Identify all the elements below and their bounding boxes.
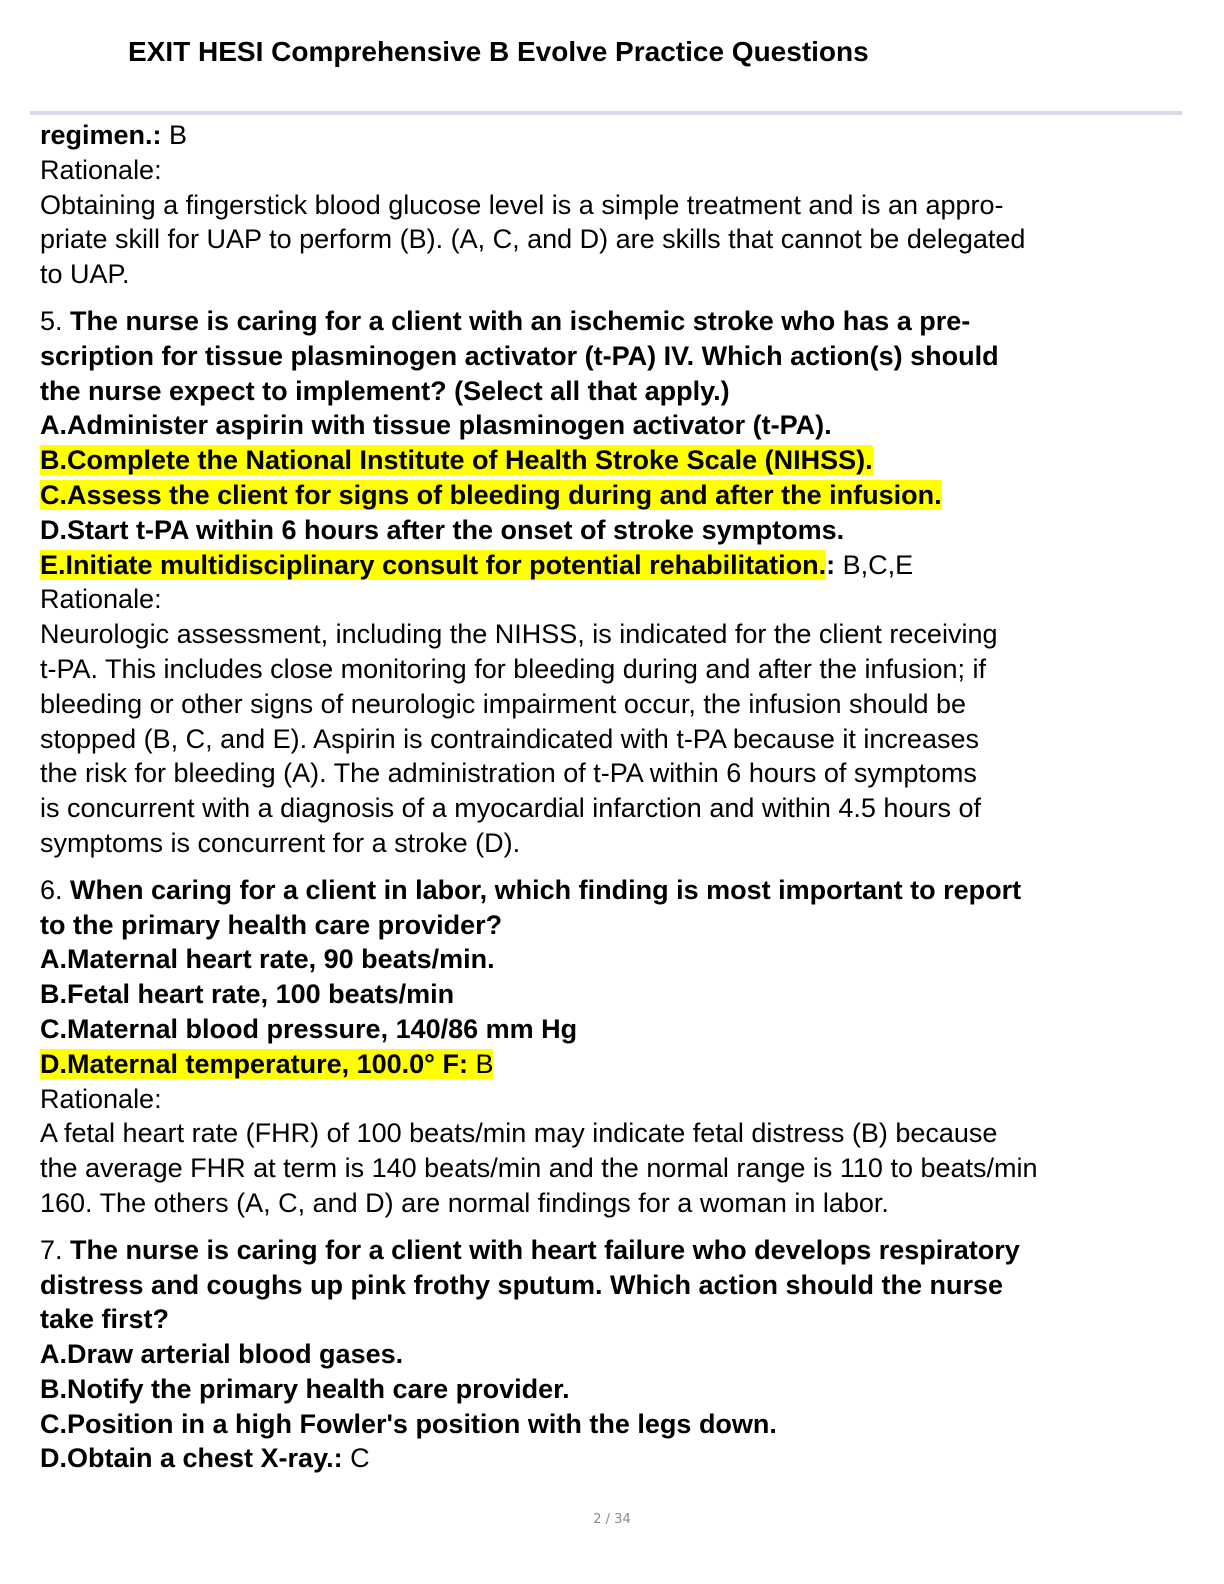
q5-stem-text: The nurse is caring for a client with an ischemic stroke who has a pre-	[70, 305, 971, 336]
q5-rationale-line: Neurologic assessment, including the NIHSS, is indicated for the client receiving	[40, 619, 998, 650]
q5-rationale-line: stopped (B, C, and E). Aspirin is contraindicated with t-PA because it increases	[40, 723, 979, 754]
q5-number: 5.	[40, 305, 71, 336]
q7-stem-line	[40, 1233, 1216, 1268]
q7-option-b: B.Notify the primary health care provider.	[40, 1373, 570, 1404]
q6-rationale-line: A fetal heart rate (FHR) of 100 beats/min may indicate fetal distress (B) because	[40, 1118, 998, 1149]
q7-stem-line: distress and coughs up pink frothy sputum. Which action should the nurse	[40, 1269, 1004, 1300]
q5-option-b	[40, 443, 1216, 478]
q6-number: 6.	[40, 874, 71, 905]
q6-stem-line: to the primary health care provider?	[40, 909, 503, 940]
q6-rationale-line: the average FHR at term is 140 beats/min and the normal range is 110 to beats/min	[40, 1153, 1038, 1184]
q6-option-a: A.Maternal heart rate, 90 beats/min.	[40, 944, 495, 975]
q5-stem-line: scription for tissue plasminogen activator (t-PA) IV. Which action(s) should	[40, 340, 999, 371]
q5-stem-line	[40, 304, 1216, 339]
prev-rationale-line: Obtaining a fingerstick blood glucose level is a simple treatment and is an appro-	[40, 189, 1004, 220]
prev-rationale-line: to UAP.	[40, 259, 130, 290]
prev-rationale-label: Rationale:	[40, 154, 162, 185]
q5-option-a: A.Administer aspirin with tissue plasminogen activator (t-PA).	[40, 410, 832, 441]
q7-stem-line: take first?	[40, 1304, 170, 1335]
q6-rationale-line: 160. The others (A, C, and D) are normal findings for a woman in labor.	[40, 1187, 889, 1218]
q7-answer-key: C	[342, 1443, 370, 1474]
q6-option-d	[40, 1047, 1216, 1082]
prev-question-answer-line	[40, 118, 1216, 153]
q5-answer-key: B,C,E	[835, 549, 914, 580]
q7-option-d-text: D.Obtain a chest X-ray.:	[40, 1443, 343, 1474]
q5-stem-line: the nurse expect to implement? (Select all that apply.)	[40, 375, 730, 406]
q6-option-d-highlight: D.Maternal temperature, 100.0° F:	[40, 1048, 468, 1079]
q6-option-c: C.Maternal blood pressure, 140/86 mm Hg	[40, 1013, 578, 1044]
q6-stem-text: When caring for a client in labor, which finding is most important to report	[70, 874, 1022, 905]
prev-answer-key: B	[161, 120, 188, 150]
header-divider	[30, 111, 1182, 115]
q7-option-d	[40, 1441, 1216, 1476]
q5-rationale-line: bleeding or other signs of neurologic impairment occur, the infusion should be	[40, 688, 967, 719]
prev-question-tail: regimen.:	[40, 120, 162, 150]
q6-stem-line	[40, 873, 1216, 908]
q5-option-b-highlight: B.Complete the National Institute of Health Stroke Scale (NIHSS).	[40, 445, 873, 476]
q5-rationale-label: Rationale:	[40, 584, 162, 615]
q6-option-b: B.Fetal heart rate, 100 beats/min	[40, 979, 455, 1010]
q5-option-e-highlight: E.Initiate multidisciplinary consult for potential rehabilitation.	[40, 549, 827, 580]
q5-rationale-line: the risk for bleeding (A). The administration of t-PA within 6 hours of symptoms	[40, 758, 977, 789]
q7-option-c: C.Position in a high Fowler's position with the legs down.	[40, 1408, 777, 1439]
q5-option-e	[40, 548, 1216, 583]
q5-rationale-line: t-PA. This includes close monitoring for bleeding during and after the infusion; if	[40, 653, 987, 684]
document-body	[40, 118, 1216, 1476]
q5-option-d: D.Start t-PA within 6 hours after the onset of stroke symptoms.	[40, 514, 845, 545]
page-number: 2 / 34	[593, 1512, 631, 1527]
q7-option-a: A.Draw arterial blood gases.	[40, 1339, 404, 1370]
q5-rationale-line: symptoms is concurrent for a stroke (D).	[40, 827, 521, 858]
q5-option-c-highlight: C.Assess the client for signs of bleeding during and after the infusion.	[40, 479, 942, 510]
q6-answer-key: B	[467, 1048, 494, 1079]
q7-number: 7.	[40, 1234, 71, 1265]
prev-rationale-line: priate skill for UAP to perform (B). (A, C, and D) are skills that cannot be delegated	[40, 224, 1026, 255]
q6-rationale-label: Rationale:	[40, 1083, 162, 1114]
q5-rationale-line: is concurrent with a diagnosis of a myocardial infarction and within 4.5 hours of	[40, 793, 981, 824]
document-title: EXIT HESI Comprehensive B Evolve Practice Questions	[128, 36, 869, 67]
q7-stem-text: The nurse is caring for a client with heart failure who develops respiratory	[70, 1234, 1020, 1265]
q5-answer-separator: :	[826, 549, 836, 580]
q5-option-c	[40, 478, 1216, 513]
